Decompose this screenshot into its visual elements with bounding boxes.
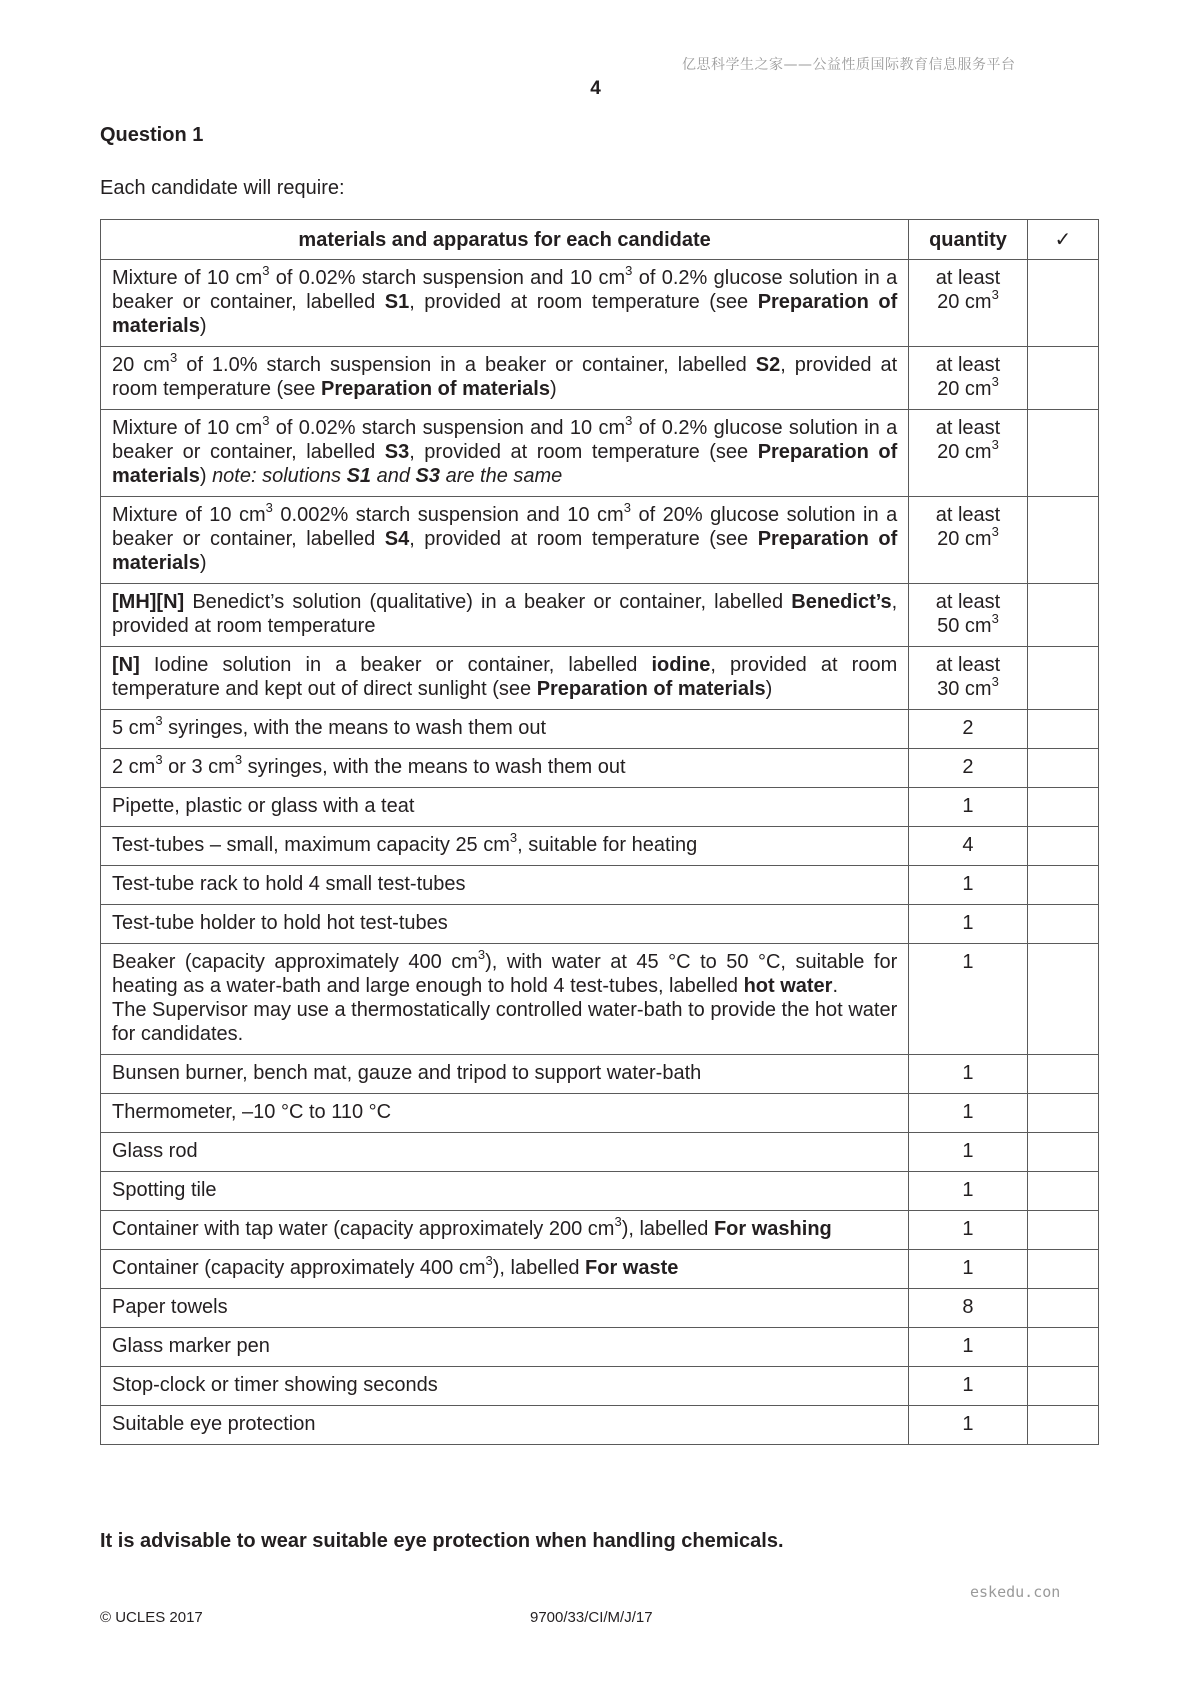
text-run: Benedict’s solution (qualitative) in a beaker or container, labelled [184,591,792,613]
table-row [101,1133,1099,1172]
check-box-cell [1027,1328,1098,1367]
text-run: Preparation of materials [112,291,898,337]
text-run: Suitable eye protection [112,1413,316,1435]
text-run: of 20% glucose solution in a beaker or container, labelled [112,504,898,550]
item-description [101,260,909,347]
item-quantity [909,905,1027,944]
superscript: 3 [614,1214,622,1230]
intro-text: Each candidate will require: [100,177,345,199]
quantity-value [962,1062,973,1084]
text-run: S1 [346,465,372,487]
check-box-cell [1027,866,1098,905]
superscript: 3 [991,287,999,303]
text-run: 1 [962,1335,974,1357]
text-run: at least 20 cm [935,417,1001,463]
superscript: 3 [991,674,999,690]
table-row [101,866,1099,905]
item-quantity [909,260,1027,347]
text-run: at least 50 cm [935,591,1001,637]
text-run: at least 20 cm [935,267,1001,313]
superscript: 3 [991,611,999,627]
text-run: ), labelled [492,1257,586,1279]
table-row [101,1367,1099,1406]
superscript: 3 [623,500,631,516]
check-box-cell [1027,905,1098,944]
text-run: Test-tube rack to hold 4 small test-tubes [112,873,466,895]
copyright: © UCLES 2017 [100,1609,203,1626]
check-box-cell [1027,1367,1098,1406]
item-description [101,1094,909,1133]
table-row [101,749,1099,788]
text-run: , provided at room temperature and kept out of direct sunlight (see [112,654,898,700]
table-row [101,584,1099,647]
text-run: 2 cm [112,756,156,778]
text-run: Container (capacity approximately 400 cm [112,1257,486,1279]
check-box-cell [1027,1250,1098,1289]
superscript: 3 [155,713,163,729]
quantity-value [962,756,973,778]
superscript: 3 [509,830,518,846]
table-header-row [101,220,1099,260]
table-row [101,788,1099,827]
quantity-value [962,717,973,739]
item-description [101,788,909,827]
quantity-value [962,1218,973,1240]
text-run: note: solutions [212,465,347,487]
item-quantity [909,584,1027,647]
table-row [101,710,1099,749]
table-row [101,410,1099,497]
text-run: and [371,465,416,487]
check-box-cell [1027,1133,1098,1172]
text-run: syringes, with the means to wash them out [242,756,626,778]
table-row [101,347,1099,410]
text-run: of 0.02% starch suspension and 10 cm [269,417,626,439]
quantity-value [962,1335,973,1357]
watermark-text: 亿思科学生之家——公益性质国际教育信息服务平台 [682,57,1016,73]
text-run: Beaker (capacity approximately 400 cm [112,951,478,973]
text-run: Stop-clock or timer showing seconds [112,1374,438,1396]
item-description [101,1133,909,1172]
item-description [101,410,909,497]
item-description [101,827,909,866]
item-description [101,1289,909,1328]
quantity-value [962,795,973,817]
quantity-value [936,354,1000,400]
quantity-value [936,267,1000,313]
superscript: 3 [169,350,178,366]
page-number: 4 [590,78,601,99]
text-run: Iodine solution in a beaker or container, labelled [139,654,652,676]
text-run: S4 [384,528,410,550]
superscript: 3 [262,263,270,279]
table-body [101,260,1099,1445]
header-materials: materials and apparatus for each candidate [101,220,909,260]
text-run: are the same [440,465,563,487]
text-run: Paper towels [112,1296,228,1318]
item-quantity [909,1406,1027,1445]
item-quantity [909,944,1027,1055]
check-box-cell [1027,710,1098,749]
check-box-cell [1027,1172,1098,1211]
check-box-cell [1027,260,1098,347]
check-box-cell [1027,749,1098,788]
text-run: 1 [962,1413,974,1435]
table-row [101,1172,1099,1211]
item-quantity [909,647,1027,710]
text-run: S3 [415,465,441,487]
check-box-cell [1027,1289,1098,1328]
text-run: 1 [962,1257,974,1279]
superscript: 3 [991,437,999,453]
header-check: ✓ [1027,220,1098,260]
superscript: 3 [262,413,270,429]
item-description [101,1172,909,1211]
text-run: Mixture of 10 cm [112,267,263,289]
text-run: 1 [962,795,974,817]
item-description [101,647,909,710]
item-description [101,584,909,647]
quantity-value [962,873,973,895]
text-run: Mixture of 10 cm [112,504,266,526]
check-box-cell [1027,584,1098,647]
superscript: 3 [477,947,486,963]
item-description [101,347,909,410]
table-row [101,1055,1099,1094]
text-run: S2 [755,354,781,376]
table-row [101,944,1099,1055]
text-run: , provided at room temperature (see [409,528,758,550]
text-run: , suitable for heating [517,834,698,856]
table-row [101,1094,1099,1133]
item-quantity [909,827,1027,866]
text-run: Thermometer, –10 °C to 110 °C [112,1101,392,1123]
text-run: Glass marker pen [112,1335,270,1357]
check-box-cell [1027,497,1098,584]
superscript: 3 [991,374,999,390]
quantity-value [962,1296,973,1318]
text-run: of 0.2% glucose solution in a beaker or container, labelled [112,267,898,313]
text-run: 0.002% starch suspension and 10 cm [272,504,624,526]
text-run: Preparation of materials [112,441,898,487]
text-run: S3 [384,441,410,463]
text-run: . The Supervisor may use a thermostatically controlled water-bath to provide the hot water for candidates. [112,975,898,1045]
table-row [101,647,1099,710]
quantity-value [962,912,973,934]
item-quantity [909,1250,1027,1289]
item-description [101,944,909,1055]
text-run: S1 [384,291,410,313]
check-box-cell [1027,788,1098,827]
text-run: iodine [651,654,711,676]
check-box-cell [1027,647,1098,710]
text-run: of 0.2% glucose solution in a beaker or container, labelled [112,417,898,463]
text-run: For waste [585,1257,679,1279]
check-box-cell [1027,1406,1098,1445]
item-description [101,1055,909,1094]
item-quantity [909,1172,1027,1211]
quantity-value [936,504,1000,550]
item-quantity [909,347,1027,410]
check-box-cell [1027,410,1098,497]
table-row [101,260,1099,347]
item-quantity [909,788,1027,827]
quantity-value [962,834,973,856]
quantity-value [962,1413,973,1435]
text-run: , provided at room temperature (see [112,354,898,400]
text-run: , provided at room temperature (see [409,441,758,463]
item-description [101,1367,909,1406]
text-run: 1 [962,951,974,973]
superscript: 3 [155,752,163,768]
text-run: 1 [962,1218,974,1240]
check-box-cell [1027,1211,1098,1250]
superscript: 3 [625,413,633,429]
item-description [101,1211,909,1250]
text-run: [MH][N] [112,591,185,613]
text-run: syringes, with the means to wash them out [162,717,547,739]
table-row [101,1289,1099,1328]
quantity-value [962,1101,973,1123]
text-run: 1 [962,912,974,934]
text-run: ) [765,678,773,700]
materials-table [100,219,1099,1445]
text-run: 1 [962,1374,974,1396]
item-quantity [909,1289,1027,1328]
item-quantity [909,1211,1027,1250]
text-run: Glass rod [112,1140,198,1162]
text-run: [N] [112,654,140,676]
quantity-value [936,654,1000,700]
text-run: at least 30 cm [935,654,1001,700]
text-run: ), labelled [621,1218,714,1240]
text-run: Test-tubes – small, maximum capacity 25 cm [112,834,510,856]
quantity-value [962,951,973,973]
item-description [101,497,909,584]
item-quantity [909,710,1027,749]
paper-code: 9700/33/CI/M/J/17 [530,1609,653,1626]
text-run: 1 [962,873,974,895]
check-box-cell [1027,944,1098,1055]
quantity-value [962,1374,973,1396]
footer-watermark: eskedu.con [970,1583,1061,1601]
item-description [101,1328,909,1367]
text-run: ) [199,465,213,487]
text-run: ) [549,378,557,400]
question-title: Question 1 [100,124,204,146]
item-quantity [909,1367,1027,1406]
text-run: 8 [962,1296,974,1318]
item-quantity [909,749,1027,788]
item-quantity [909,866,1027,905]
text-run: of 0.02% starch suspension and 10 cm [269,267,626,289]
text-run: 1 [962,1062,974,1084]
text-run: Spotting tile [112,1179,217,1201]
text-run: Mixture of 10 cm [112,417,263,439]
superscript: 3 [234,752,243,768]
quantity-value [936,417,1000,463]
item-quantity [909,497,1027,584]
superscript: 3 [265,500,273,516]
text-run: Bunsen burner, bench mat, gauze and tripod to support water-bath [112,1062,702,1084]
superscript: 3 [991,524,999,540]
table-row [101,1406,1099,1445]
item-quantity [909,1055,1027,1094]
text-run: 2 [962,717,974,739]
text-run: Preparation of materials [320,378,550,400]
item-quantity [909,1328,1027,1367]
text-run: ) [199,315,207,337]
text-run: Benedict’s [791,591,892,613]
quantity-value [962,1257,973,1279]
check-box-cell [1027,347,1098,410]
text-run: 1 [962,1140,974,1162]
item-description [101,749,909,788]
text-run: Preparation of materials [112,528,898,574]
quantity-value [962,1140,973,1162]
item-description [101,866,909,905]
superscript: 3 [625,263,633,279]
quantity-value [962,1179,973,1201]
item-quantity [909,410,1027,497]
superscript: 3 [485,1253,493,1269]
text-run: For washing [713,1218,832,1240]
table-row [101,1250,1099,1289]
text-run: at least 20 cm [935,354,1001,400]
text-run: hot water [743,975,833,997]
text-run: 20 cm [112,354,170,376]
text-run: ), with water at 45 °C to 50 °C, suitable for heating as a water-bath and large enough to hold 4 test-tubes, labelled [112,951,898,997]
text-run: 4 [962,834,974,856]
text-run: 1 [962,1101,974,1123]
text-run: Pipette, plastic or glass with a teat [112,795,415,817]
text-run: , provided at room temperature (see [409,291,758,313]
text-run: Test-tube holder to hold hot test-tubes [112,912,448,934]
table-row [101,1328,1099,1367]
item-description [101,710,909,749]
safety-advice: It is advisable to wear suitable eye protection when handling chemicals. [100,1530,784,1552]
text-run: , provided at room temperature [112,591,898,637]
table-row [101,1211,1099,1250]
table-row [101,905,1099,944]
item-description [101,1250,909,1289]
item-quantity [909,1133,1027,1172]
text-run: 2 [962,756,974,778]
item-quantity [909,1094,1027,1133]
text-run: or 3 cm [162,756,235,778]
quantity-value [936,591,1000,637]
check-box-cell [1027,827,1098,866]
text-run: Preparation of materials [536,678,766,700]
text-run: of 1.0% starch suspension in a beaker or container, labelled [177,354,756,376]
text-run: 5 cm [112,717,156,739]
check-box-cell [1027,1055,1098,1094]
text-run: 1 [962,1179,974,1201]
header-quantity: quantity [909,220,1027,260]
text-run: ) [199,552,207,574]
check-box-cell [1027,1094,1098,1133]
item-description [101,1406,909,1445]
item-description [101,905,909,944]
text-run: at least 20 cm [935,504,1001,550]
table-row [101,827,1099,866]
table-row [101,497,1099,584]
text-run: Container with tap water (capacity approximately 200 cm [112,1218,615,1240]
